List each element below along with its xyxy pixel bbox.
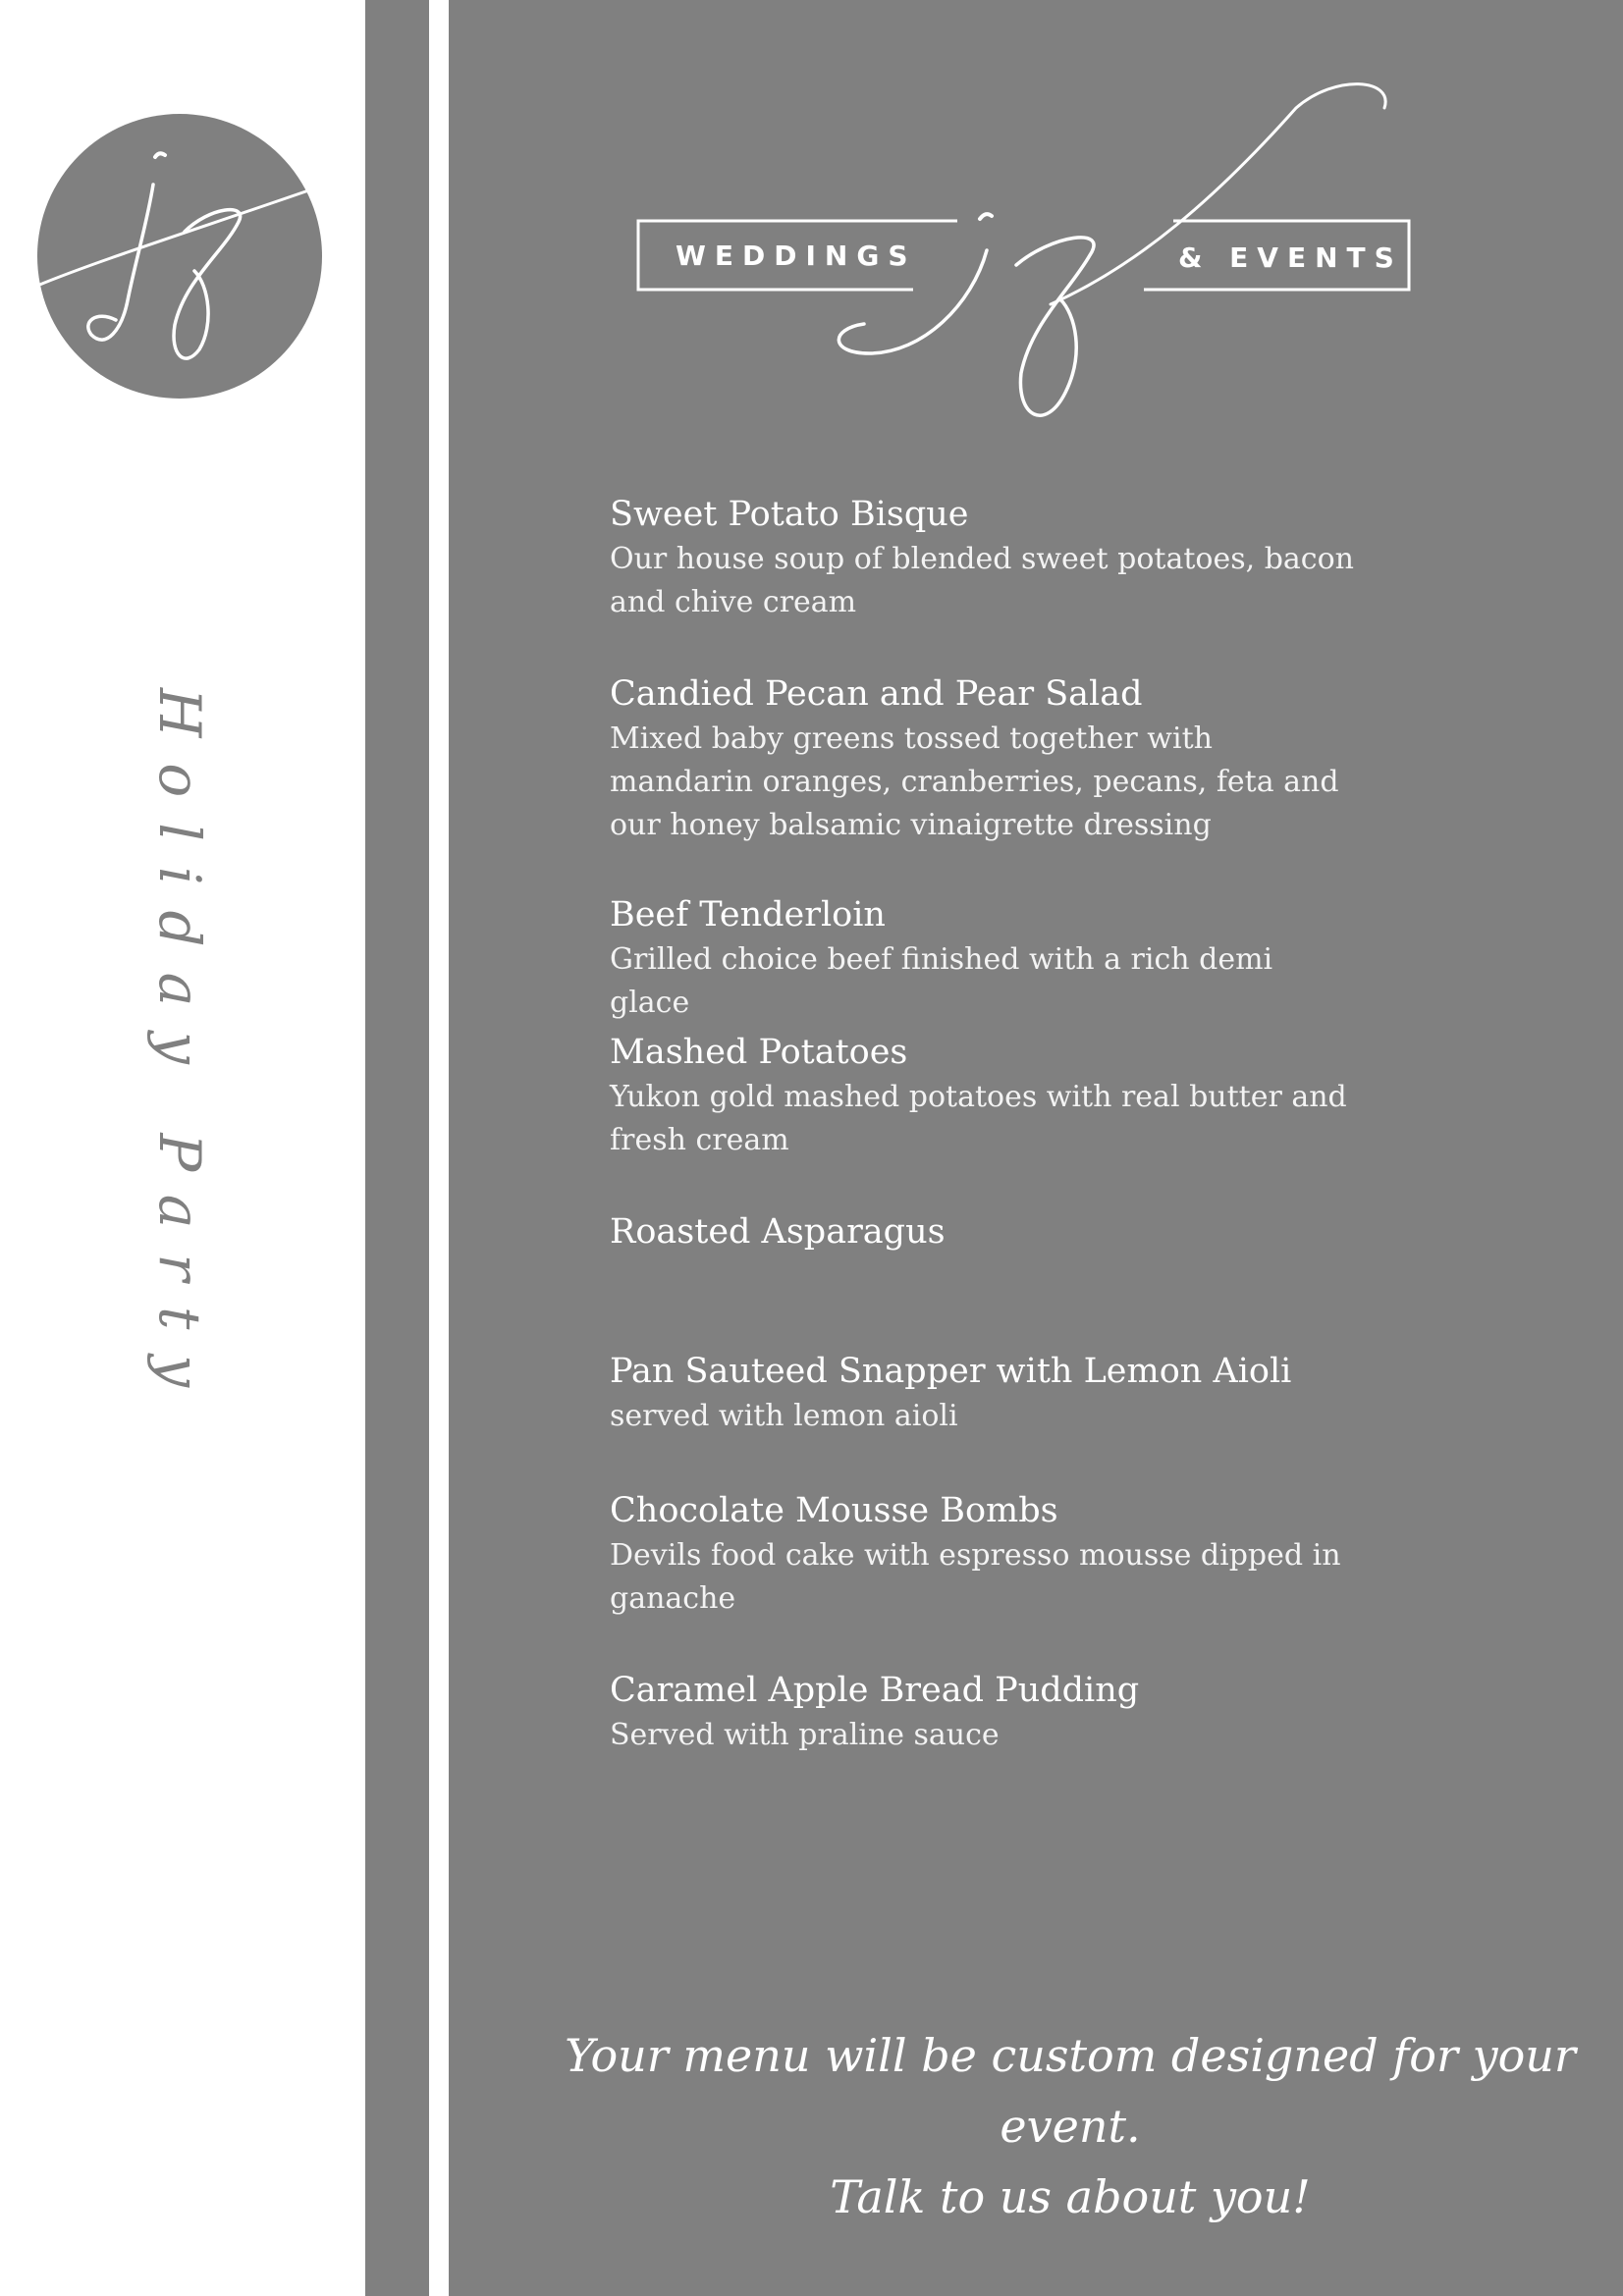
menu-item-name: Mashed Potatoes [610, 1033, 908, 1072]
menu-item-description: Our house soup of blended sweet potatoes, bacon and chive cream [610, 542, 1354, 619]
menu-item-name: Sweet Potato Bisque [610, 495, 969, 534]
menu-item-name: Caramel Apple Bread Pudding [610, 1671, 1140, 1710]
menu-item [610, 1669, 1356, 1757]
menu-item [610, 493, 1356, 624]
white-stripe [429, 0, 449, 2296]
menu-item [610, 893, 1356, 1025]
menu-item-name: Pan Sauteed Snapper with Lemon Aioli [610, 1352, 1292, 1391]
menu-item-description: Served with praline sauce [610, 1718, 1000, 1752]
menu-item-name: Roasted Asparagus [610, 1212, 946, 1252]
side-title: Holiday Party [146, 687, 213, 1414]
footer-line-1: Your menu will be custom designed for your event. [565, 2029, 1576, 2153]
brand-left-word: WEDDINGS [676, 240, 917, 272]
menu-item-name: Chocolate Mousse Bombs [610, 1491, 1058, 1530]
menu-item-description: Yukon gold mashed potatoes with real butter and fresh cream [610, 1080, 1347, 1157]
footer-note [530, 2020, 1610, 2232]
menu-item [610, 1350, 1356, 1438]
menu-item [610, 1031, 1356, 1162]
menu-item [610, 672, 1356, 847]
menu-item-name: Beef Tenderloin [610, 895, 886, 934]
menu-item-name: Candied Pecan and Pear Salad [610, 674, 1143, 714]
menu-item [610, 1210, 1356, 1254]
menu-item [610, 1489, 1356, 1621]
footer-line-2: Talk to us about you! [830, 2170, 1311, 2223]
gray-stripe [365, 0, 429, 2296]
brand-logo [628, 79, 1434, 442]
brand-right-word: & EVENTS [1178, 241, 1403, 274]
monogram-circle-icon [37, 114, 322, 399]
menu-item-description: Devils food cake with espresso mousse dipped in ganache [610, 1538, 1341, 1616]
menu-item-description: Mixed baby greens tossed together with mandarin oranges, cranberries, pecans, feta and our honey balsamic vinaigrette dressing [610, 721, 1339, 842]
menu-item-description: served with lemon aioli [610, 1399, 958, 1433]
menu-item-description: Grilled choice beef finished with a rich demi glace [610, 942, 1273, 1020]
